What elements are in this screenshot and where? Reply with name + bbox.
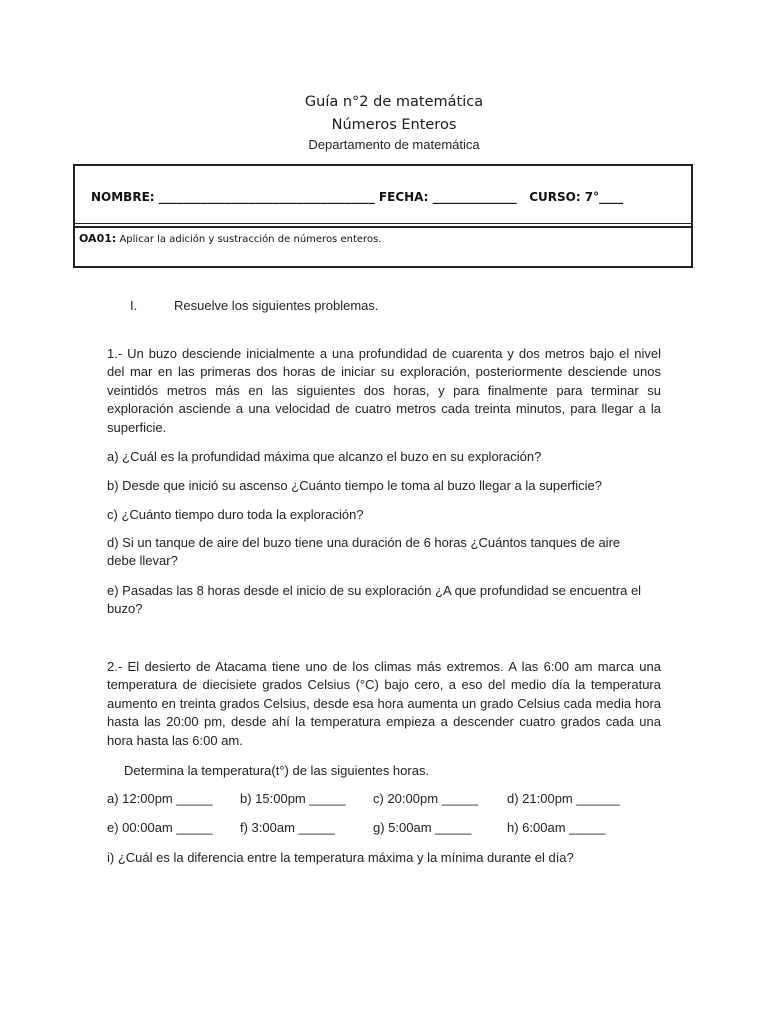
problem-2-final-question: i) ¿Cuál es la diferencia entre la temperatura máxima y la mínima durante el día? — [107, 850, 574, 865]
section-instruction: Resuelve los siguientes problemas. — [174, 298, 379, 313]
objective-text: Aplicar la adición y sustracción de números enteros. — [119, 234, 382, 245]
time-blank-f: f) 3:00am _____ — [240, 820, 335, 835]
time-blank-g: g) 5:00am _____ — [373, 820, 472, 835]
problem-1-question-e: e) Pasadas las 8 horas desde el inicio de su exploración ¿A que profundidad se encuentra el buzo? — [107, 583, 642, 617]
document-title: Guía n°2 de matemática — [304, 94, 484, 110]
problem-1-question-b: b) Desde que inició su ascenso ¿Cuánto tiempo le toma al buzo llegar a la superficie? — [107, 478, 602, 493]
time-blank-b: b) 15:00pm _____ — [240, 791, 346, 806]
student-fields-line: NOMBRE: ____________________________________ FECHA: ______________ CURSO: 7°____ — [91, 190, 624, 204]
learning-objective — [79, 232, 381, 245]
problem-2-statement: 2.- El desierto de Atacama tiene uno de los climas más extremos. A las 6:00 am marca una temperatura de diecisiete grados Celsius (°C) bajo cero, a eso del medio día la temperatura aumento en treinta grados Celsius, desde esa hora aumenta un grado Celsius cada media hora hasta las 20:00 pm, desde ahí la temperatura empieza a descender cuatro grados cada una hora hasta las 6:00 am. — [107, 659, 661, 748]
time-blank-c: c) 20:00pm _____ — [373, 791, 478, 806]
time-blank-d: d) 21:00pm ______ — [507, 791, 620, 806]
student-info-box — [73, 164, 693, 268]
time-blank-h: h) 6:00am _____ — [507, 820, 606, 835]
problem-1-question-d: d) Si un tanque de aire del buzo tiene una duración de 6 horas ¿Cuántos tanques de aire debe llevar? — [107, 535, 621, 569]
problem-1-statement: 1.- Un buzo desciende inicialmente a una profundidad de cuarenta y dos metros bajo el nivel del mar en las primeras dos horas de iniciar su exploración, posteriormente desciende unos veintidós metros más en las siguientes dos horas, y para finalmente para terminar su exploración asciende a una velocidad de cuatro metros cada treinta minutos, para llegar a la superficie. — [107, 346, 661, 435]
objective-code: OA01: — [79, 232, 117, 245]
section-number: I. — [130, 298, 138, 313]
time-blank-a: a) 12:00pm _____ — [107, 791, 213, 806]
problem-1-question-a: a) ¿Cuál es la profundidad máxima que alcanzo el buzo en su exploración? — [107, 449, 542, 464]
problem-2-instruction: Determina la temperatura(t°) de las siguientes horas. — [124, 763, 430, 778]
student-fields-row — [75, 166, 691, 228]
problem-1-question-c: c) ¿Cuánto tiempo duro toda la exploración? — [107, 507, 364, 522]
department-label: Departamento de matemática — [308, 137, 480, 152]
time-blank-e: e) 00:00am _____ — [107, 820, 213, 835]
document-subtitle: Números Enteros — [331, 117, 457, 133]
